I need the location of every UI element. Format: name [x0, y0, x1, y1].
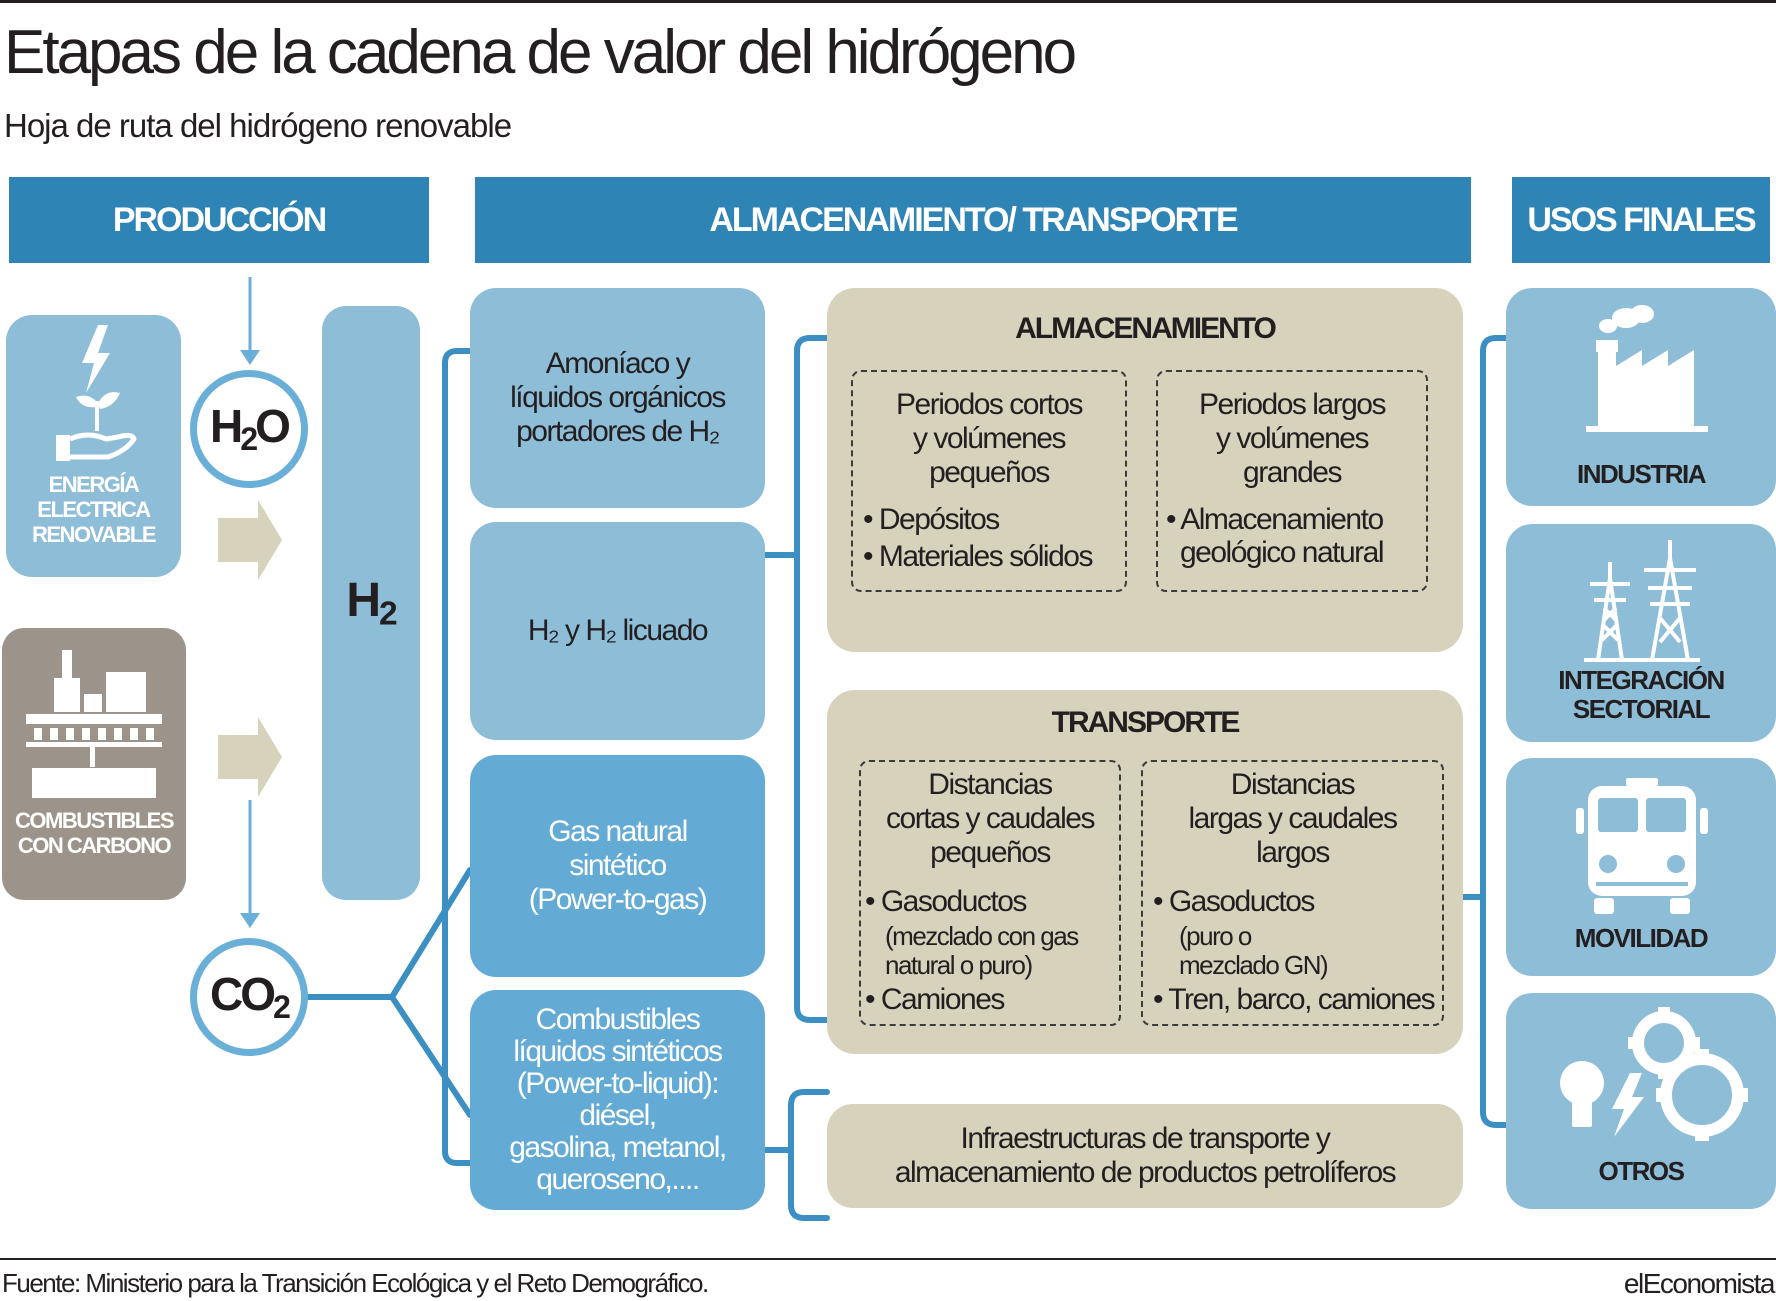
almacenamiento-cortos-item: • Materiales sólidos	[863, 539, 1092, 575]
section-almacenamiento	[827, 288, 1463, 652]
section-transporte	[827, 690, 1463, 1054]
brand-logo: elEconomista	[1623, 1268, 1774, 1299]
arrow-down-h2o-head	[240, 350, 260, 365]
source-energia-label: ENERGÍA ELECTRICA RENOVABLE	[32, 472, 155, 547]
uso-otros	[1506, 993, 1776, 1209]
source-energia-renovable	[6, 315, 181, 577]
transporte-largas-heading: Distancias largas y caudales largos	[1188, 768, 1397, 869]
almacenamiento-largos	[1156, 370, 1428, 592]
almacenamiento-title: ALMACENAMIENTO	[1015, 312, 1275, 345]
co2-circle	[190, 938, 308, 1056]
almacenamiento-largos-item-cont: geológico natural	[1180, 536, 1384, 569]
page-title: Etapas de la cadena de valor del hidrógeno	[4, 18, 1075, 87]
carrier-liquidos-sinteticos: Combustibles líquidos sintéticos (Power-to-liquid): diésel, gasolina, metanol, queroseno,....	[470, 990, 765, 1210]
transporte-cortas-item: • Camiones	[865, 982, 1004, 1018]
almacenamiento-cortos-item: • Depósitos	[863, 502, 999, 538]
h2o-symbol: $H_2O$	[210, 400, 288, 458]
transporte-cortas	[859, 760, 1121, 1026]
almacenamiento-largos-item: • Almacenamiento	[1166, 502, 1383, 538]
carrier-amoniaco: Amoníaco y líquidos orgánicos portadores de H₂	[470, 288, 765, 508]
gears-bulb-icon	[1552, 1005, 1752, 1145]
header-almacenamiento-transporte: ALMACENAMIENTO/ TRANSPORTE	[475, 177, 1471, 263]
transporte-largas-item: • Gasoductos	[1153, 884, 1314, 920]
uso-industria-label: INDUSTRIA	[1576, 459, 1706, 489]
almacenamiento-largos-heading: Periodos largos y volúmenes grandes	[1199, 388, 1385, 489]
uso-movilidad-label: MOVILIDAD	[1574, 923, 1708, 953]
bottom-rule	[0, 1258, 1776, 1260]
bus-icon	[1576, 774, 1708, 916]
h2o-circle	[190, 370, 308, 488]
transporte-largas	[1141, 760, 1444, 1026]
transporte-largas-item: • Tren, barco, camiones	[1153, 982, 1434, 1018]
source-note: Fuente: Ministerio para la Transición Ecológica y el Reto Demográfico.	[2, 1268, 708, 1298]
carrier-gas-sintetico: Gas natural sintético (Power-to-gas)	[470, 755, 765, 977]
page-subtitle: Hoja de ruta del hidrógeno renovable	[4, 107, 512, 144]
transporte-cortas-item: • Gasoductos	[865, 884, 1026, 920]
co2-symbol: $CO_2$	[210, 968, 288, 1026]
transporte-cortas-note: (mezclado con gas natural o puro)	[885, 921, 1078, 980]
arrow-down-co2-head	[240, 913, 260, 928]
header-produccion: PRODUCCIÓN	[9, 177, 429, 263]
power-tower-icon	[1576, 538, 1706, 664]
h2-column	[322, 306, 420, 900]
transporte-title: TRANSPORTE	[1051, 706, 1239, 739]
header-usos-finales: USOS FINALES	[1512, 177, 1770, 263]
carrier-h2-licuado: H₂ y H₂ licuado	[470, 522, 765, 740]
uso-movilidad	[1506, 758, 1776, 976]
renewable-energy-icon	[48, 323, 143, 483]
source-combustibles-label: COMBUSTIBLES CON CARBONO	[15, 808, 173, 858]
uso-otros-label: OTROS	[1598, 1156, 1684, 1186]
arrow-right-energia	[218, 500, 282, 580]
h2-symbol: $H_2$	[346, 573, 396, 633]
almacenamiento-cortos	[851, 370, 1127, 592]
fossil-plant-icon	[24, 650, 164, 800]
infraestructuras-box: Infraestructuras de transporte y almacenamiento de productos petrolíferos	[827, 1104, 1463, 1208]
transporte-cortas-heading: Distancias cortas y caudales pequeños	[886, 768, 1094, 869]
uso-industria	[1506, 288, 1776, 506]
arrow-right-combustibles	[218, 717, 282, 797]
uso-integracion-sectorial	[1506, 524, 1776, 742]
source-combustibles-carbono	[2, 628, 186, 900]
factory-icon	[1580, 304, 1710, 434]
almacenamiento-cortos-heading: Periodos cortos y volúmenes pequeños	[896, 388, 1082, 489]
uso-integracion-label: INTEGRACIÓN SECTORIAL	[1558, 665, 1724, 724]
transporte-largas-note: (puro o mezclado GN)	[1179, 921, 1328, 980]
